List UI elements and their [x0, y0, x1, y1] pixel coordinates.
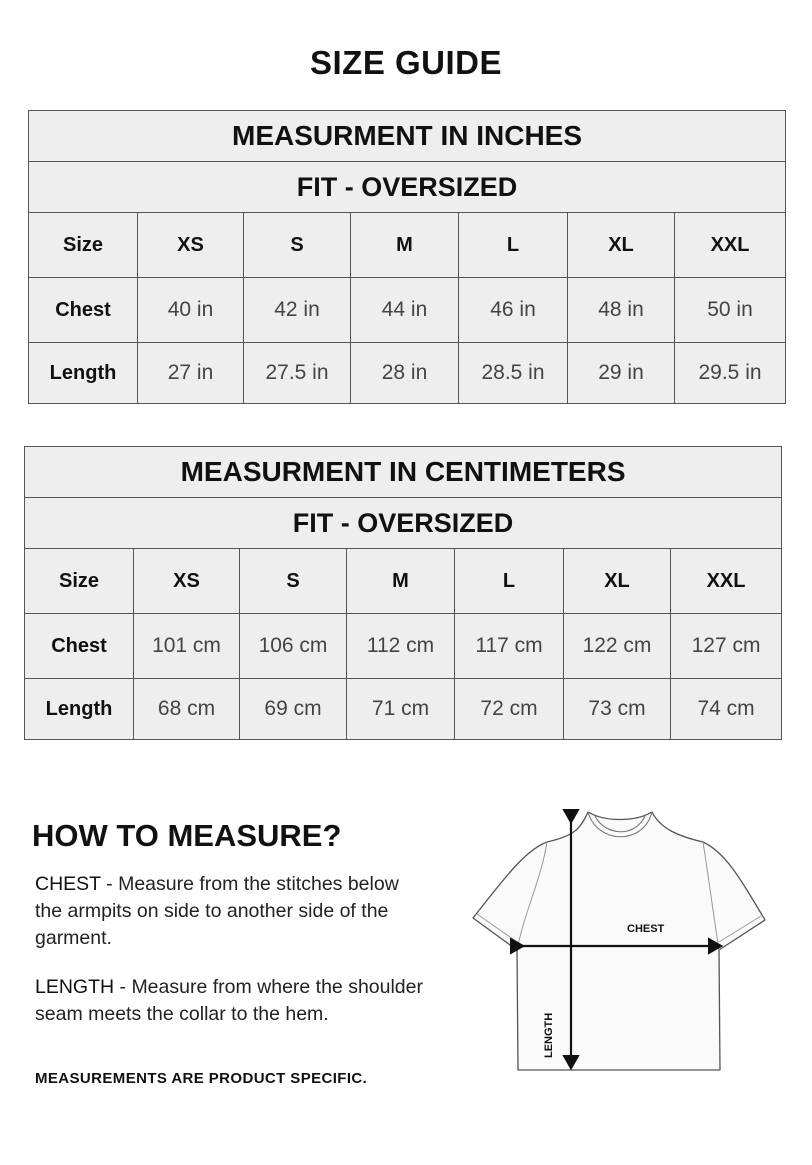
chest-instruction — [35, 871, 425, 952]
fit-label: FIT - OVERSIZED — [29, 162, 786, 213]
table-cell: 117 cm — [455, 614, 564, 679]
size-l: L — [455, 549, 564, 614]
table-cell: 46 in — [459, 278, 568, 343]
length-row — [29, 343, 786, 404]
table-cell: 101 cm — [134, 614, 240, 679]
table-cell: 29.5 in — [675, 343, 786, 404]
row-label: Chest — [25, 614, 134, 679]
table-cell: 40 in — [138, 278, 244, 343]
chest-diagram-label: CHEST — [627, 923, 665, 935]
chest-row — [25, 614, 782, 679]
table-cell: 122 cm — [564, 614, 671, 679]
row-label: Chest — [29, 278, 138, 343]
size-l: L — [459, 213, 568, 278]
table-cell: 28 in — [351, 343, 459, 404]
length-row — [25, 679, 782, 740]
size-s: S — [240, 549, 347, 614]
table-cell: 68 cm — [134, 679, 240, 740]
row-label: Length — [29, 343, 138, 404]
page-title: SIZE GUIDE — [309, 44, 503, 81]
table-cell: 50 in — [675, 278, 786, 343]
size-xxl: XXL — [671, 549, 782, 614]
table-cell: 74 cm — [671, 679, 782, 740]
chest-description: - Measure from the stitches below the armpits on side to another side of the garment. — [35, 873, 399, 949]
table-cell: 48 in — [568, 278, 675, 343]
product-specific-note: MEASUREMENTS ARE PRODUCT SPECIFIC. — [35, 1070, 368, 1087]
row-label: Length — [25, 679, 134, 740]
length-description: - Measure from where the shoulder seam meets the collar to the hem. — [35, 976, 423, 1025]
table-heading: MEASURMENT IN INCHES — [29, 111, 786, 162]
length-term: LENGTH — [35, 976, 115, 998]
table-heading: MEASURMENT IN CENTIMETERS — [25, 447, 782, 498]
table-cell: 27 in — [138, 343, 244, 404]
size-xxl: XXL — [675, 213, 786, 278]
chest-term: CHEST — [35, 873, 101, 895]
centimeters-size-table — [24, 446, 782, 740]
length-diagram-label: LENGTH — [543, 1012, 555, 1058]
length-instruction — [35, 974, 425, 1028]
tshirt-outline-icon — [455, 800, 800, 1090]
size-m: M — [351, 213, 459, 278]
size-m: M — [347, 549, 455, 614]
table-cell: 112 cm — [347, 614, 455, 679]
size-xs: XS — [138, 213, 244, 278]
table-cell: 27.5 in — [244, 343, 351, 404]
size-xl: XL — [564, 549, 671, 614]
table-cell: 44 in — [351, 278, 459, 343]
size-header: Size — [25, 549, 134, 614]
table-cell: 73 cm — [564, 679, 671, 740]
how-to-measure-heading: HOW TO MEASURE? — [32, 818, 342, 853]
table-cell: 29 in — [568, 343, 675, 404]
table-cell: 72 cm — [455, 679, 564, 740]
table-cell: 28.5 in — [459, 343, 568, 404]
table-cell: 69 cm — [240, 679, 347, 740]
inches-size-table — [28, 110, 786, 404]
table-cell: 106 cm — [240, 614, 347, 679]
size-xs: XS — [134, 549, 240, 614]
table-cell: 127 cm — [671, 614, 782, 679]
fit-label: FIT - OVERSIZED — [25, 498, 782, 549]
table-cell: 71 cm — [347, 679, 455, 740]
table-cell: 42 in — [244, 278, 351, 343]
size-header: Size — [29, 213, 138, 278]
size-s: S — [244, 213, 351, 278]
chest-row — [29, 278, 786, 343]
size-xl: XL — [568, 213, 675, 278]
